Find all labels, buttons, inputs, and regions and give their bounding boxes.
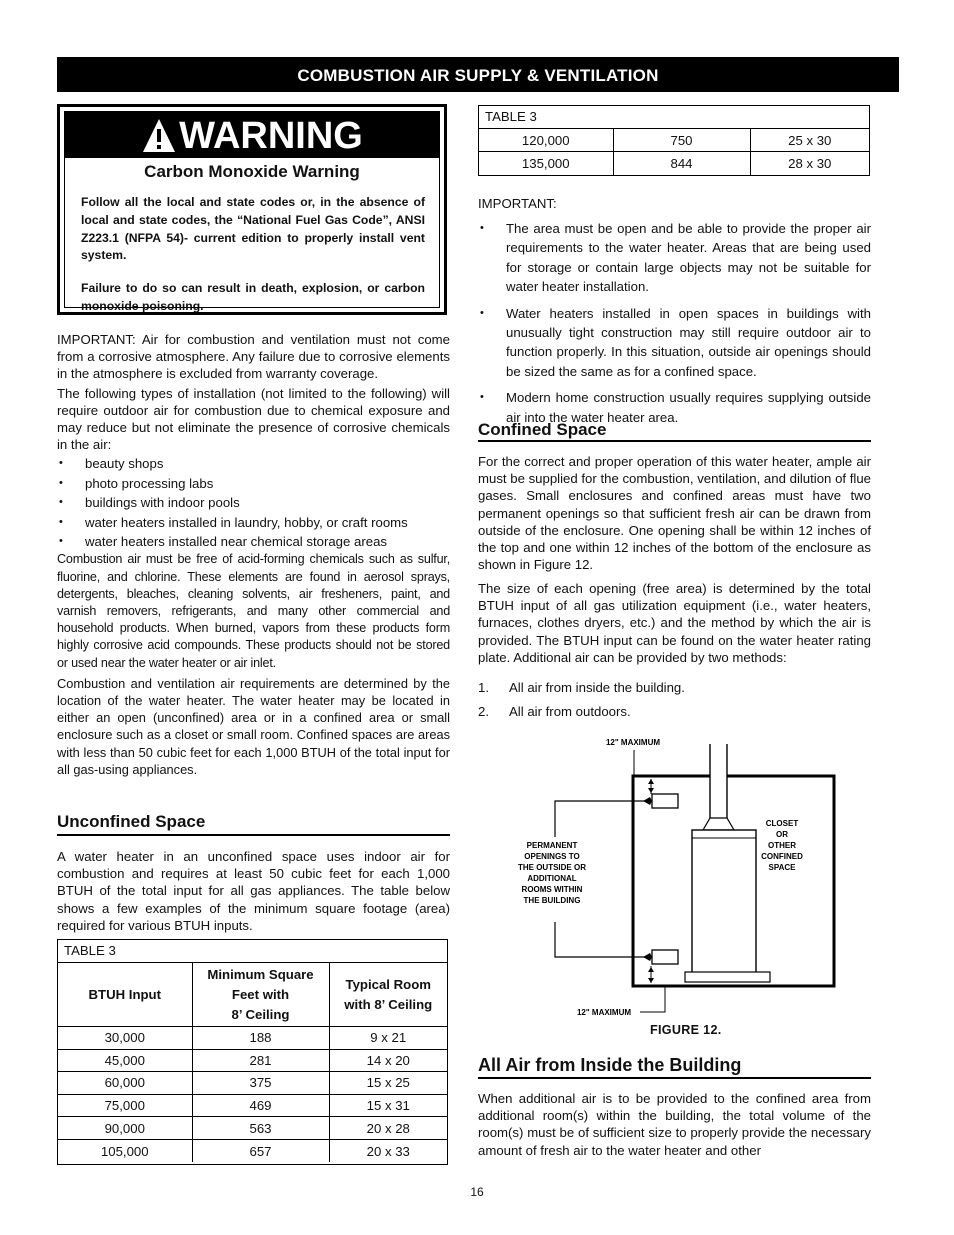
min-square-feet-cell: 281	[192, 1049, 329, 1072]
confined-paragraph-2: The size of each opening (free area) is determined by the total BTUH input of all gas utilization equipment (i.e., water heaters, furnaces, clothes dryers, etc.) and the method by which the air is provided. The BTUH input can be found on the water heater rating plate. Additional air can be provided by two methods:	[478, 581, 871, 665]
table-row	[479, 152, 869, 175]
methods-list	[478, 680, 871, 728]
list-item: • Water heaters installed in open spaces in buildings with unusually tight construction may still require outdoor air to function properly. In this situation, outside air openings should be sized the same as for a confined space.	[478, 304, 871, 382]
figure-12-diagram	[500, 730, 850, 1030]
list-item: • water heaters installed in laundry, hobby, or craft rooms	[57, 513, 450, 532]
table-row	[58, 1027, 447, 1050]
svg-text:OR: OR	[776, 830, 788, 839]
page-number: 16	[470, 1185, 484, 1199]
installation-types-intro: The following types of installation (not limited to the following) will require outdoor air for combustion due to chemical exposure and may reduce but not eliminate the presence of corrosive chemicals in the air:	[57, 385, 450, 453]
typical-room-cell: 28 x 30	[750, 152, 869, 175]
min-square-feet-cell: 750	[613, 129, 750, 152]
svg-text:OTHER: OTHER	[768, 841, 796, 850]
list-item: • Modern home construction usually requires supplying outside air into the water heater area.	[478, 388, 871, 427]
inside-building-paragraph: When additional air is to be provided to the confined area from additional room(s) within the building, the total volume of the room(s) must be of sufficient size to properly provide the necessary amount of fresh air to the water heater and other	[478, 1091, 871, 1158]
bottom-max-label: 12" MAXIMUM	[576, 1008, 632, 1017]
btuh-input-cell: 90,000	[58, 1117, 192, 1140]
svg-text:CLOSET: CLOSET	[765, 819, 799, 828]
list-item: • beauty shops	[57, 454, 450, 473]
header-min-square-feet: Minimum Square Feet with 8’ Ceiling	[192, 963, 329, 1027]
typical-room-cell: 25 x 30	[750, 129, 869, 152]
typical-room-cell: 14 x 20	[329, 1049, 447, 1072]
left-column	[57, 331, 450, 778]
list-item: • The area must be open and be able to provide the proper air requirements to the water heater. Areas that are being used for storage or contain large objects may not be suitable for water heater installation.	[478, 219, 871, 297]
svg-text:SPACE: SPACE	[768, 863, 796, 872]
typical-room-cell: 15 x 31	[329, 1094, 447, 1117]
table-row	[58, 1049, 447, 1072]
warning-subtitle: Carbon Monoxide Warning	[144, 162, 360, 181]
table-row	[58, 1094, 447, 1117]
list-item: • photo processing labs	[57, 474, 450, 493]
min-square-feet-cell: 375	[192, 1072, 329, 1095]
typical-room-cell: 20 x 33	[329, 1139, 447, 1162]
svg-text:OPENINGS TO: OPENINGS TO	[524, 852, 580, 861]
table-row	[58, 1139, 447, 1162]
typical-room-cell: 20 x 28	[329, 1117, 447, 1140]
header-btuh-input: BTUH Input	[58, 963, 192, 1027]
important-paragraph: IMPORTANT: Air for combustion and ventilation must not come from a corrosive atmosphere. Any failure due to corrosive elements in the atmosphere is excluded from warranty coverage.	[57, 332, 450, 382]
btuh-input-cell: 30,000	[58, 1027, 192, 1050]
acid-chemicals-paragraph: Combustion air must be free of acid-forming chemicals such as sulfur, fluorine, and chlorine. These elements are found in aerosol sprays, detergents, bleaches, cleaning solvents, air fresheners, paint, and varnish removers, refrigerants, and many other commercial and household products. When burned, vapors from these products form highly corrosive acid compounds. These products should not be stored or used near the water heater or air inlet.	[57, 552, 450, 670]
method-number: 1.	[478, 680, 489, 695]
svg-text:ADDITIONAL: ADDITIONAL	[527, 874, 577, 883]
warning-triangle-icon	[141, 116, 177, 156]
btuh-input-cell: 45,000	[58, 1049, 192, 1072]
warning-title: WARNING	[179, 115, 363, 157]
btuh-input-cell: 75,000	[58, 1094, 192, 1117]
heading-rule	[478, 1077, 871, 1079]
lower-opening	[652, 950, 678, 964]
heading-rule	[57, 834, 450, 836]
min-square-feet-cell: 563	[192, 1117, 329, 1140]
section-header: COMBUSTION AIR SUPPLY & VENTILATION	[57, 57, 899, 92]
header-typical-room: Typical Room with 8’ Ceiling	[329, 963, 447, 1027]
svg-text:CONFINED: CONFINED	[761, 852, 803, 861]
confined-heading: Confined Space	[478, 420, 607, 439]
min-square-feet-cell: 657	[192, 1139, 329, 1162]
air-requirements-paragraph: Combustion and ventilation air requirements are determined by the location of the water heater. The water heater may be located in either an open (unconfined) area or in a confined area or small enclosure such as a closet or small room. Confined spaces are areas with less than 50 cubic feet for each 1,000 BTUH of the total input for all gas-using appliances.	[57, 675, 450, 777]
unconfined-paragraph: A water heater in an unconfined space uses indoor air for combustion and requires at least 50 cubic feet for each 1,000 BTUH of the total input for all gas appliances. The table below shows a few examples of the minimum square footage (area) required for various BTUH inputs.	[57, 849, 450, 933]
svg-text:THE BUILDING: THE BUILDING	[523, 896, 581, 905]
svg-text:ROOMS WITHIN: ROOMS WITHIN	[521, 885, 583, 894]
upper-opening	[652, 794, 678, 808]
svg-text:THE OUTSIDE OR: THE OUTSIDE OR	[517, 863, 587, 872]
btuh-input-cell: 105,000	[58, 1139, 192, 1162]
btuh-input-cell: 60,000	[58, 1072, 192, 1095]
warning-box	[57, 104, 447, 315]
water-heater-tank	[692, 830, 756, 980]
table-3-left	[57, 939, 448, 1165]
min-square-feet-cell: 469	[192, 1094, 329, 1117]
important-list	[478, 219, 871, 434]
method-number: 2.	[478, 704, 489, 719]
typical-room-cell: 15 x 25	[329, 1072, 447, 1095]
figure-caption: FIGURE 12.	[650, 1023, 722, 1037]
table-3-right	[478, 105, 870, 176]
table-row	[58, 1117, 447, 1140]
btuh-table-continued	[479, 128, 869, 175]
warning-consequence: Failure to do so can result in death, explosion, or carbon monoxide poisoning.	[81, 281, 425, 313]
list-item: • buildings with indoor pools	[57, 493, 450, 512]
typical-room-cell: 9 x 21	[329, 1027, 447, 1050]
min-square-feet-cell: 188	[192, 1027, 329, 1050]
table-caption: TABLE 3	[479, 106, 869, 129]
table-caption: TABLE 3	[58, 940, 447, 963]
svg-text:PERMANENT: PERMANENT	[526, 841, 578, 850]
inside-building-heading: All Air from Inside the Building	[478, 1055, 742, 1075]
btuh-table	[58, 962, 447, 1162]
important-label: IMPORTANT:	[478, 196, 557, 211]
openings-label	[518, 841, 586, 905]
draft-hood	[703, 818, 734, 830]
table-row	[479, 129, 869, 152]
unconfined-heading: Unconfined Space	[57, 812, 206, 831]
btuh-input-cell: 120,000	[479, 129, 613, 152]
min-square-feet-cell: 844	[613, 152, 750, 175]
list-item: • water heaters installed near chemical storage areas	[57, 532, 450, 551]
table-row	[58, 1072, 447, 1095]
warning-banner	[65, 112, 439, 158]
btuh-input-cell: 135,000	[479, 152, 613, 175]
closet-label	[761, 819, 803, 872]
heading-rule	[478, 440, 871, 442]
method-text: All air from inside the building.	[509, 680, 685, 695]
warning-paragraph: Follow all the local and state codes or, in the absence of local and state codes, the “National Fuel Gas Code”, ANSI Z223.1 (NFPA 54)- current edition to properly install vent system.	[81, 195, 425, 263]
top-max-label: 12" MAXIMUM	[605, 738, 661, 747]
method-text: All air from outdoors.	[509, 704, 631, 719]
confined-paragraph-1: For the correct and proper operation of this water heater, ample air must be supplied for the combustion, ventilation, and dilution of flue gases. Small enclosures and confined areas must have two permanent openings so that sufficient fresh air can be drawn from outside of the enclosure. One opening shall be within 12 inches of the top and one within 12 inches of the bottom of the enclosure as shown in Figure 12.	[478, 454, 871, 573]
